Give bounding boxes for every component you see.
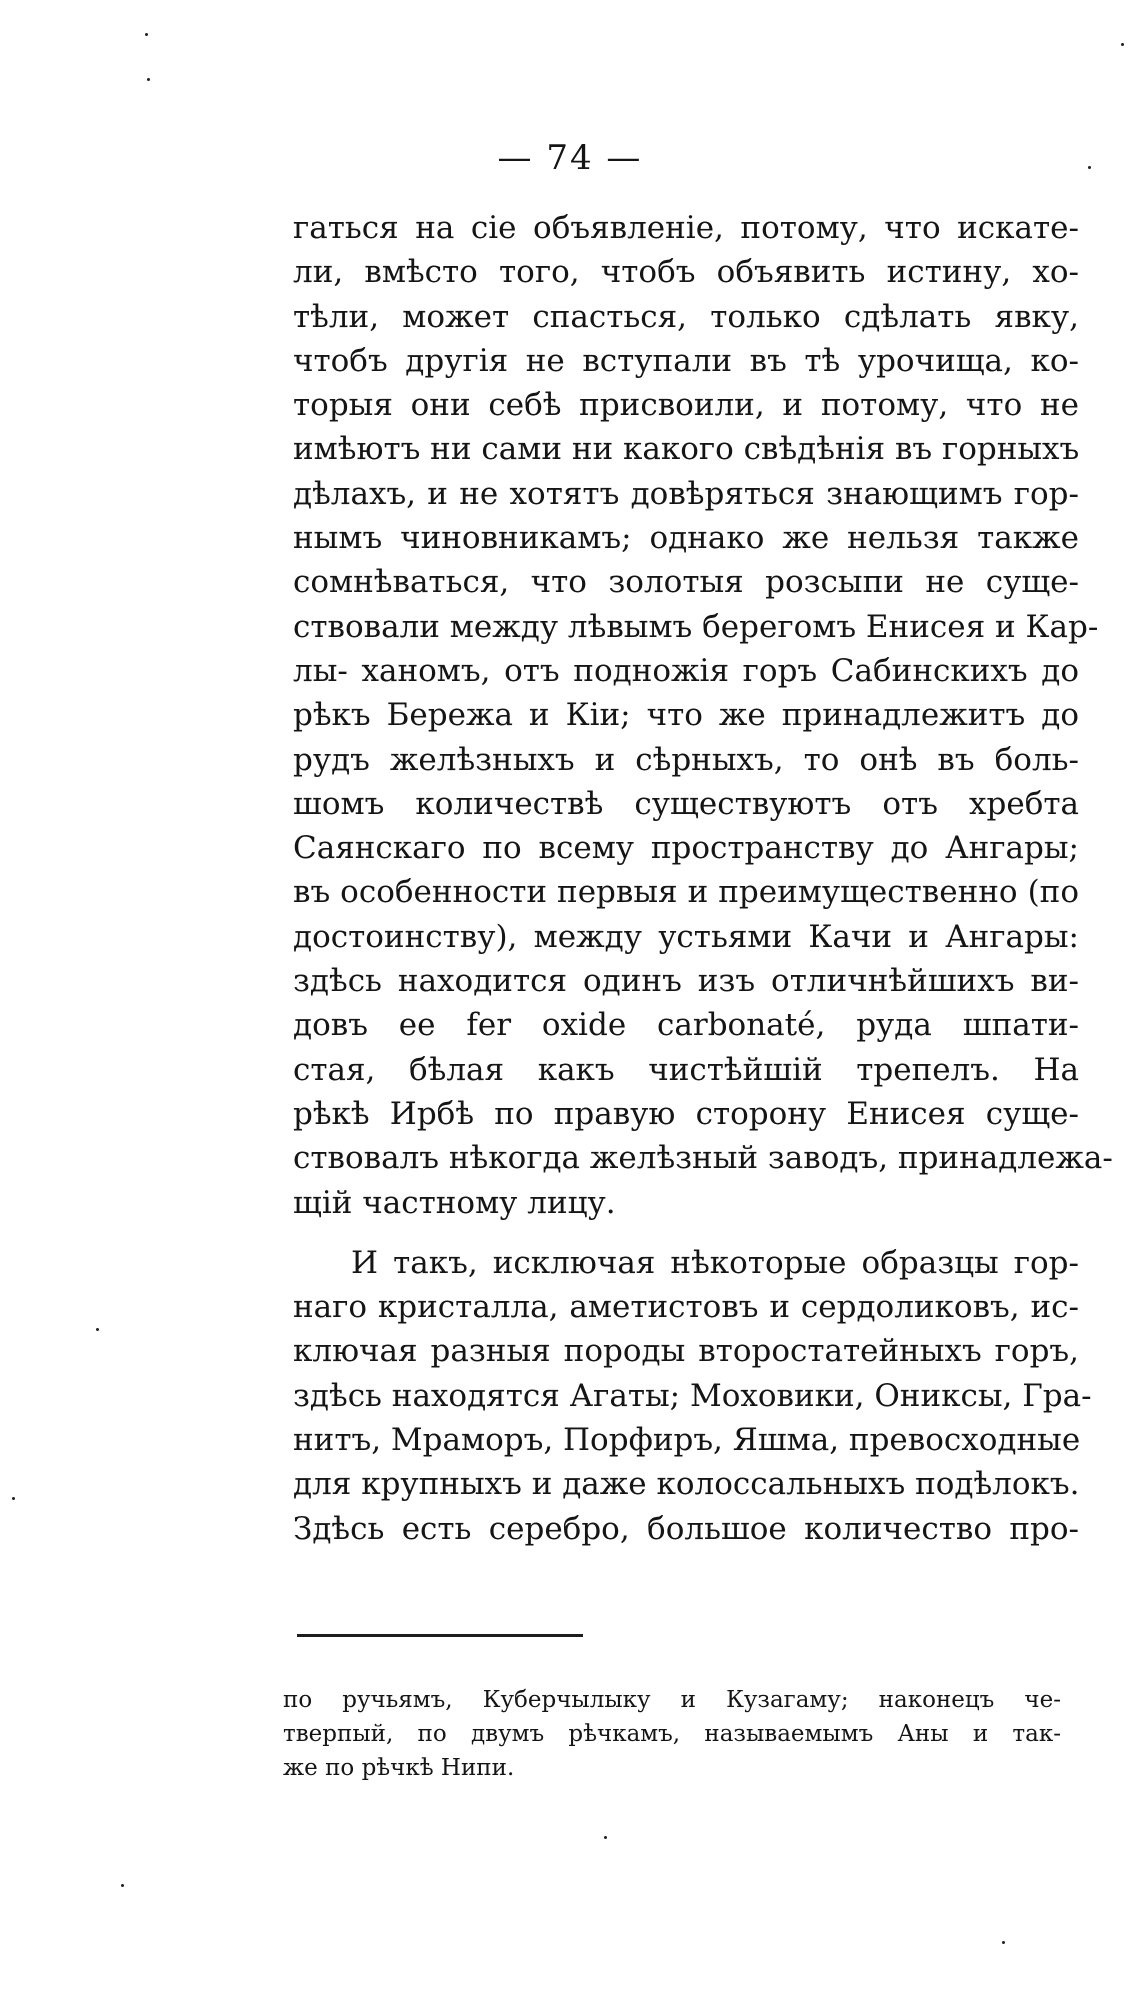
footnote-line: же по рѣчкѣ Нипи. xyxy=(283,1755,515,1781)
body-line: Саянскаго по всему пространству до Ангары; xyxy=(293,830,1079,867)
body-line: стая, бѣлая какъ чистѣйшій трепелъ. На xyxy=(293,1051,1079,1088)
body-line: дѣлахъ, и не хотятъ довѣряться знающимъ гор- xyxy=(293,475,1079,512)
scan-speck xyxy=(121,1884,124,1887)
body-line: лы- ханомъ, отъ подножія горъ Сабинскихъ до xyxy=(293,652,1079,689)
page-number: — 74 — xyxy=(497,138,643,178)
main-text xyxy=(293,206,1113,1551)
scan-speck xyxy=(604,1836,607,1839)
body-line: наго кристалла, аметистовъ и сердоликовъ, ис- xyxy=(293,1289,1079,1326)
scan-speck xyxy=(1121,43,1124,46)
body-line: рудъ желѣзныхъ и сѣрныхъ, то онѣ въ боль- xyxy=(293,741,1079,778)
body-line: Здѣсь есть серебро, большое количество про- xyxy=(293,1510,1079,1547)
body-line: тѣли, может спасться, только сдѣлать явку, xyxy=(293,298,1079,335)
body-line: чтобъ другія не вступали въ тѣ урочища, ко- xyxy=(293,342,1079,379)
body-line: гаться на сіе объявленіе, потому, что искате- xyxy=(293,210,1079,246)
scan-speck xyxy=(1002,1941,1005,1944)
footnote-line: тверпый, по двумъ рѣчкамъ, называемымъ Аны и так- xyxy=(283,1721,1061,1747)
scan-speck xyxy=(1088,166,1091,169)
body-line: для крупныхъ и даже колоссальныхъ подѣлокъ. xyxy=(293,1466,1080,1503)
footnote-line: по ручьямъ, Куберчылыку и Кузагаму; наконецъ че- xyxy=(283,1687,1061,1713)
body-line: ствовалъ нѣкогда желѣзный заводъ, принадлежа- xyxy=(293,1140,1113,1177)
body-line: здѣсь находятся Агаты; Моховики, Ониксы, Гра- xyxy=(293,1377,1092,1414)
body-line: нитъ, Мраморъ, Порфиръ, Яшма, превосходные xyxy=(293,1422,1081,1459)
body-line: достоинству), между устьями Качи и Ангары: xyxy=(293,918,1079,955)
body-line: щій частному лицу. xyxy=(293,1184,616,1221)
paragraph-gap xyxy=(293,1225,1079,1241)
body-line: шомъ количествѣ существуютъ отъ хребта xyxy=(293,785,1079,822)
body-line: рѣкъ Бережа и Кіи; что же принадлежитъ до xyxy=(293,697,1079,734)
body-line: нымъ чиновникамъ; однако же нельзя также xyxy=(293,520,1079,557)
body-line: ствовали между лѣвымъ берегомъ Енисея и Кар- xyxy=(293,608,1099,645)
scan-speck xyxy=(147,78,150,81)
body-line: рѣкѣ Ирбѣ по правую сторону Енисея суще- xyxy=(293,1095,1079,1132)
body-line: торыя они себѣ присвоили, и потому, что не xyxy=(293,387,1079,424)
body-line: ли, вмѣсто того, чтобъ объявить истину, хо- xyxy=(293,254,1079,291)
body-line: довъ ее fer oxide carbonaté, руда шпати- xyxy=(293,1007,1079,1044)
scan-speck xyxy=(96,1328,99,1331)
body-line: сомнѣваться, что золотыя розсыпи не суще- xyxy=(293,564,1079,601)
body-line: И такъ, исключая нѣкоторые образцы гор- xyxy=(351,1244,1079,1281)
scan-speck xyxy=(12,1497,15,1500)
body-line: имѣютъ ни сами ни какого свѣдѣнія въ горныхъ xyxy=(293,431,1080,468)
footnote-block xyxy=(283,1683,1061,1785)
body-line: въ особенности первыя и преимущественно (по xyxy=(293,874,1079,911)
scan-speck xyxy=(145,33,148,36)
footnote-rule xyxy=(297,1634,583,1637)
body-line: здѣсь находится одинъ изъ отличнѣйшихъ ви- xyxy=(293,963,1079,1000)
body-line: ключая разныя породы второстатейныхъ горъ, xyxy=(293,1333,1079,1370)
